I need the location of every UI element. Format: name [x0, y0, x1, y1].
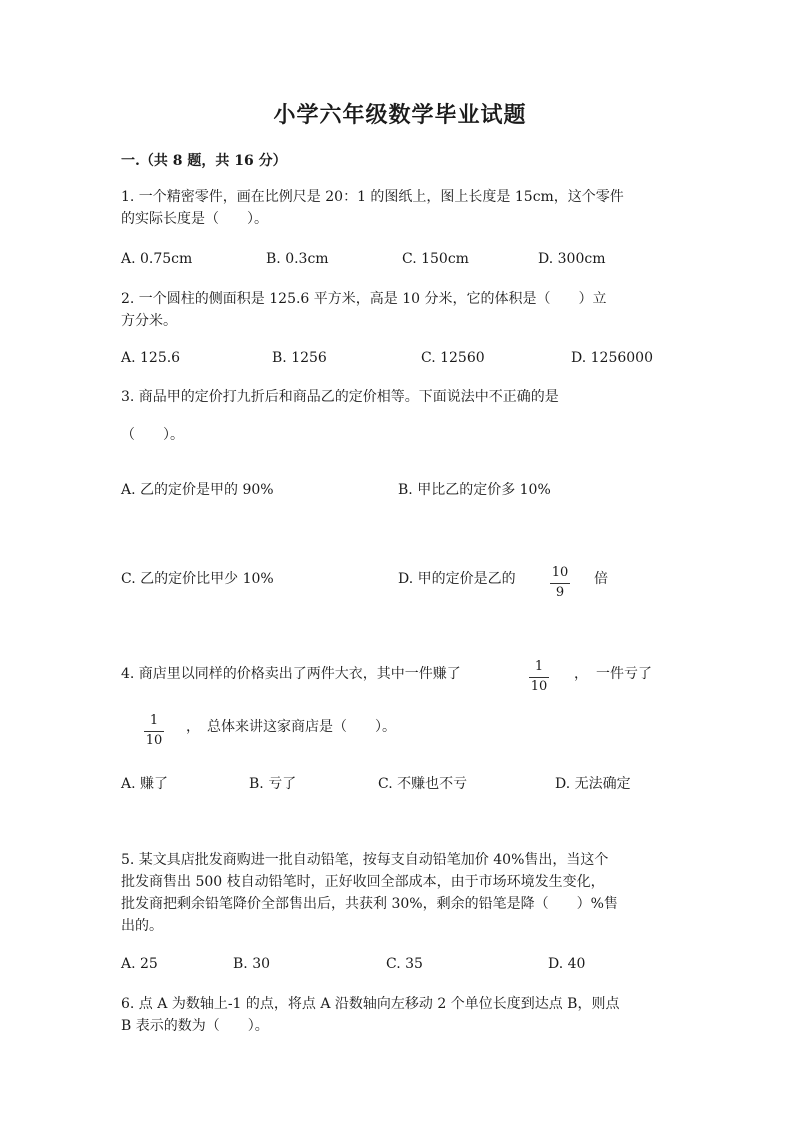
question-5-line-2: 批发商售出 500 枝自动铅笔时，正好收回全部成本，由于市场环境发生变化， — [121, 874, 605, 890]
fraction-denominator: 10 — [145, 733, 163, 748]
question-4-option-b: B. 亏了 — [249, 776, 297, 792]
page-title: 小学六年级数学毕业试题 — [273, 102, 527, 128]
question-3-line-2: （ ）。 — [121, 427, 184, 443]
question-4-option-a: A. 赚了 — [121, 776, 169, 792]
question-5-line-4: 出的。 — [121, 918, 163, 934]
question-1-option-d: D. 300cm — [538, 251, 606, 267]
section-heading: 一.（共 8 题，共 16 分） — [121, 153, 287, 169]
question-3-option-d-fraction — [550, 565, 570, 601]
question-4-comma: ， — [574, 666, 588, 682]
question-1-option-b: B. 0.3cm — [266, 251, 329, 267]
question-3-line-1: 3. 商品甲的定价打九折后和商品乙的定价相等。下面说法中不正确的是 — [121, 389, 559, 405]
question-3-option-b: B. 甲比乙的定价多 10% — [398, 482, 551, 498]
fraction-bar — [144, 731, 164, 732]
question-5-option-c: C. 35 — [386, 956, 423, 972]
fraction-denominator: 10 — [530, 679, 548, 694]
question-2-option-b: B. 1256 — [272, 350, 327, 366]
question-2-option-c: C. 12560 — [421, 350, 485, 366]
fraction-denominator: 9 — [555, 585, 565, 600]
question-1-option-c: C. 150cm — [402, 251, 469, 267]
question-4-option-c: C. 不赚也不亏 — [378, 776, 468, 792]
question-4-line-1: 4. 商店里以同样的价格卖出了两件大衣，其中一件赚了 — [121, 666, 461, 682]
question-5-option-d: D. 40 — [548, 956, 586, 972]
question-6-line-2: B 表示的数为（ ）。 — [121, 1018, 269, 1034]
question-4-fraction-2 — [144, 713, 164, 749]
question-1-option-a: A. 0.75cm — [121, 251, 193, 267]
question-5-line-1: 5. 某文具店批发商购进一批自动铅笔，按每支自动铅笔加价 40%售出，当这个 — [121, 852, 609, 868]
question-4-option-d: D. 无法确定 — [555, 776, 631, 792]
question-5-option-a: A. 25 — [121, 956, 158, 972]
question-1-line-1: 1. 一个精密零件，画在比例尺是 20：1 的图纸上，图上长度是 15cm，这个零件 — [121, 189, 624, 205]
question-3-option-d-suffix: 倍 — [594, 571, 608, 587]
fraction-bar — [529, 677, 549, 678]
question-3-option-a: A. 乙的定价是甲的 90% — [121, 482, 274, 498]
question-4-line-2: ， 总体来讲这家商店是（ ）。 — [186, 719, 396, 735]
question-4-line-1-end: 一件亏了 — [596, 666, 652, 682]
question-2-line-2: 方分米。 — [121, 313, 177, 329]
question-1-line-2: 的实际长度是（ ）。 — [121, 211, 268, 227]
question-5-option-b: B. 30 — [233, 956, 271, 972]
fraction-numerator: 1 — [149, 713, 159, 728]
question-2-line-1: 2. 一个圆柱的侧面积是 125.6 平方米，高是 10 分米，它的体积是（ ）立 — [121, 291, 607, 307]
question-4-fraction-1 — [529, 659, 549, 695]
question-5-line-3: 批发商把剩余铅笔降价全部售出后，共获利 30%，剩余的铅笔是降（ ）%售 — [121, 896, 618, 912]
question-3-option-d: D. 甲的定价是乙的 — [398, 571, 516, 587]
question-6-line-1: 6. 点 A 为数轴上-1 的点，将点 A 沿数轴向左移动 2 个单位长度到达点 B，则点 — [121, 996, 620, 1012]
question-2-option-d: D. 1256000 — [571, 350, 653, 366]
fraction-numerator: 1 — [534, 659, 544, 674]
fraction-bar — [550, 583, 570, 584]
fraction-numerator: 10 — [551, 565, 569, 580]
question-3-option-c: C. 乙的定价比甲少 10% — [121, 571, 274, 587]
question-2-option-a: A. 125.6 — [121, 350, 181, 366]
